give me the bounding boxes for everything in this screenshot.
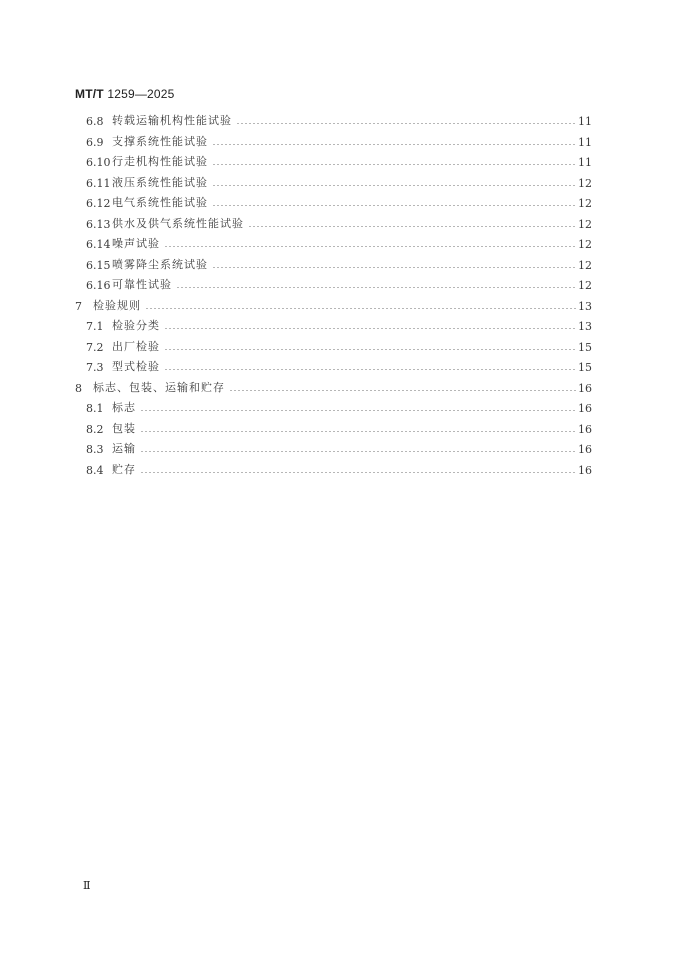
toc-entry-title: 行走机构性能试验	[112, 155, 208, 168]
toc-entry-page: 16	[578, 422, 592, 436]
toc-entry-page: 12	[578, 217, 592, 231]
toc-entry-title: 供水及供气系统性能试验	[112, 216, 244, 230]
toc-entry[interactable]	[86, 233, 592, 251]
dot-leader	[140, 410, 576, 411]
toc-entry-title: 贮存	[112, 462, 136, 476]
toc-entry-page: 15	[578, 340, 592, 354]
toc-entry-page: 11	[578, 135, 592, 149]
toc-entry-title: 电气系统性能试验	[112, 196, 208, 209]
toc-entry-page: 11	[578, 156, 592, 169]
toc-entry-number: 8	[75, 381, 82, 395]
dot-leader	[164, 369, 576, 370]
toc-entry[interactable]	[86, 356, 592, 374]
toc-entry-number: 7.3	[86, 361, 104, 374]
toc-entry[interactable]	[86, 315, 592, 333]
toc-entry-title: 包装	[112, 421, 136, 435]
dot-leader	[140, 472, 576, 473]
toc-entry[interactable]	[86, 151, 592, 169]
toc-entry-title: 运输	[112, 442, 136, 455]
toc-entry[interactable]	[86, 213, 592, 231]
toc-entry-number: 8.2	[86, 422, 104, 436]
toc-entry-title: 支撑系统性能试验	[112, 134, 208, 148]
standard-code: MT/T	[75, 87, 104, 101]
dot-leader	[248, 226, 576, 227]
toc-entry-title: 噪声试验	[112, 237, 160, 250]
toc-entry-title: 可靠性试验	[112, 278, 172, 291]
dot-leader	[164, 328, 576, 329]
dot-leader	[140, 451, 576, 452]
toc-entry-page: 11	[578, 115, 592, 128]
toc-entry-page: 12	[578, 197, 592, 210]
toc-entry-page: 16	[578, 381, 592, 395]
dot-leader	[212, 267, 576, 268]
toc-entry-page: 16	[578, 402, 592, 415]
toc-entry-number: 6.13	[86, 217, 111, 231]
toc-entry-title: 标志	[112, 401, 136, 414]
document-header	[75, 87, 175, 101]
dot-leader	[229, 390, 576, 391]
toc-entry-page: 13	[578, 299, 592, 313]
toc-entry[interactable]	[86, 131, 592, 149]
dot-leader	[212, 205, 576, 206]
toc-entry-page: 16	[578, 443, 592, 456]
page-number: Ⅱ	[83, 879, 91, 892]
toc-entry-number: 6.12	[86, 197, 111, 210]
toc-entry-number: 6.9	[86, 135, 104, 149]
toc-entry-number: 8.1	[86, 402, 104, 415]
toc-entry[interactable]	[86, 172, 592, 190]
toc-entry-page: 15	[578, 361, 592, 374]
toc-entry-number: 6.15	[86, 258, 111, 272]
dot-leader	[164, 246, 576, 247]
dot-leader	[236, 123, 576, 124]
toc-entry-title: 出厂检验	[112, 339, 160, 353]
toc-entry-title: 型式检验	[112, 360, 160, 373]
toc-entry-number: 6.8	[86, 115, 104, 128]
toc-entry-number: 6.10	[86, 156, 111, 169]
toc-entry[interactable]	[86, 254, 592, 272]
toc-entry-number: 6.14	[86, 238, 111, 251]
toc-entry[interactable]	[86, 459, 592, 477]
toc-entry[interactable]	[86, 274, 592, 292]
toc-entry-title: 液压系统性能试验	[112, 175, 208, 189]
dot-leader	[212, 144, 576, 145]
toc-entry-title: 喷雾降尘系统试验	[112, 257, 208, 271]
dot-leader	[164, 349, 576, 350]
toc-entry-number: 7	[75, 299, 82, 313]
toc-entry[interactable]	[86, 438, 592, 456]
toc-entry[interactable]	[86, 192, 592, 210]
toc-entry-number: 6.16	[86, 279, 111, 292]
toc-entry-page: 13	[578, 320, 592, 333]
dot-leader	[212, 185, 576, 186]
toc-entry-title: 转载运输机构性能试验	[112, 114, 232, 127]
toc-entry[interactable]	[75, 295, 592, 313]
toc-entry[interactable]	[86, 336, 592, 354]
toc-entry-page: 12	[578, 176, 592, 190]
toc-entry[interactable]	[86, 418, 592, 436]
toc-entry-page: 16	[578, 463, 592, 477]
dot-leader	[140, 431, 576, 432]
toc-entry-number: 8.4	[86, 463, 104, 477]
toc-entry[interactable]	[75, 377, 592, 395]
toc-entry-number: 7.1	[86, 320, 104, 333]
toc-entry-title: 检验分类	[112, 319, 160, 332]
toc-entry[interactable]	[86, 397, 592, 415]
toc-entry-page: 12	[578, 279, 592, 292]
toc-entry-page: 12	[578, 238, 592, 251]
toc-entry-title: 标志、包装、运输和贮存	[93, 380, 225, 394]
toc-entry-number: 7.2	[86, 340, 104, 354]
dot-leader	[212, 164, 576, 165]
toc-entry-number: 6.11	[86, 176, 111, 190]
standard-number: 1259—2025	[107, 87, 175, 101]
toc-entry[interactable]	[86, 110, 592, 128]
dot-leader	[176, 287, 576, 288]
toc-entry-page: 12	[578, 258, 592, 272]
dot-leader	[145, 308, 576, 309]
toc-entry-title: 检验规则	[93, 298, 141, 312]
toc-entry-number: 8.3	[86, 443, 104, 456]
